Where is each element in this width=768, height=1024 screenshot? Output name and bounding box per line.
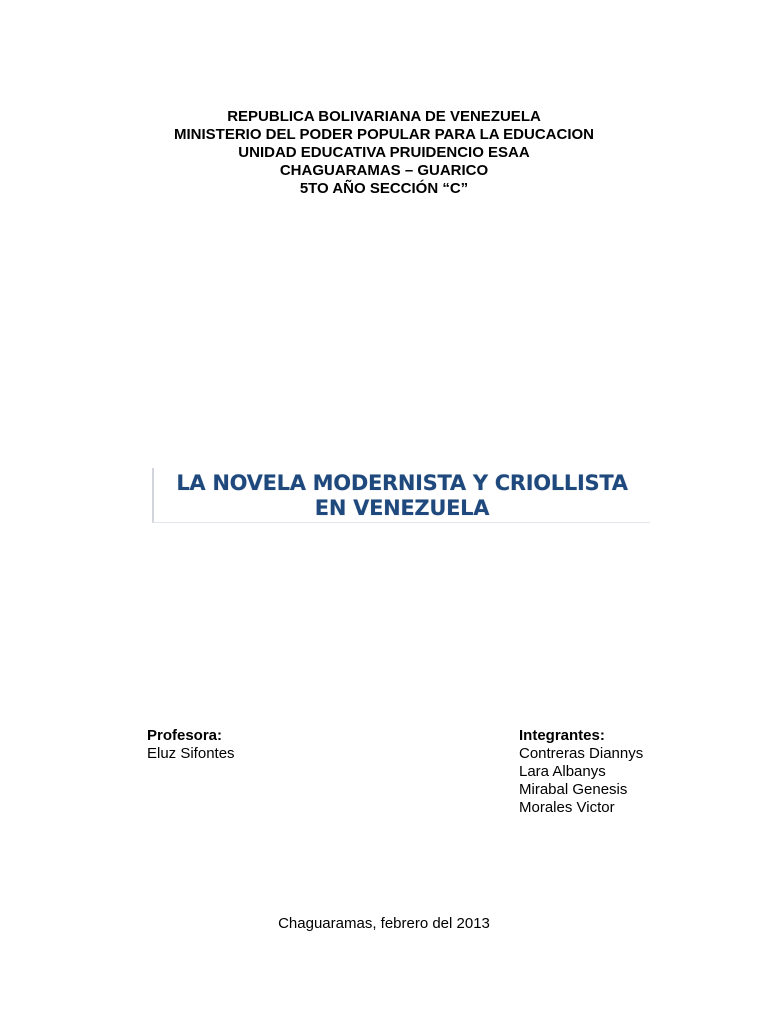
- member-name: Mirabal Genesis: [519, 781, 628, 798]
- document-title: [152, 468, 650, 523]
- header-line-location: CHAGUARAMAS – GUARICO: [279, 162, 489, 179]
- title-line-2: EN VENEZUELA: [314, 496, 490, 520]
- place-date: Chaguaramas, febrero del 2013: [278, 915, 490, 932]
- institution-header: [0, 108, 768, 198]
- members-block: [519, 727, 643, 817]
- header-line-school: UNIDAD EDUCATIVA PRUIDENCIO ESAA: [238, 144, 530, 161]
- header-line-ministry: MINISTERIO DEL PODER POPULAR PARA LA EDUCACION: [173, 126, 595, 143]
- member-name: Lara Albanys: [519, 763, 606, 780]
- header-line-section: 5TO AÑO SECCIÓN “C”: [299, 180, 469, 197]
- members-heading: Integrantes:: [519, 727, 605, 744]
- teacher-name: Eluz Sifontes: [147, 745, 235, 762]
- teacher-heading: Profesora:: [147, 727, 223, 744]
- title-line-1: LA NOVELA MODERNISTA Y CRIOLLISTA: [176, 471, 628, 495]
- member-name: Contreras Diannys: [519, 745, 644, 762]
- header-line-country: REPUBLICA BOLIVARIANA DE VENEZUELA: [227, 108, 541, 125]
- teacher-block: [147, 727, 235, 763]
- member-name: Morales Victor: [519, 799, 615, 816]
